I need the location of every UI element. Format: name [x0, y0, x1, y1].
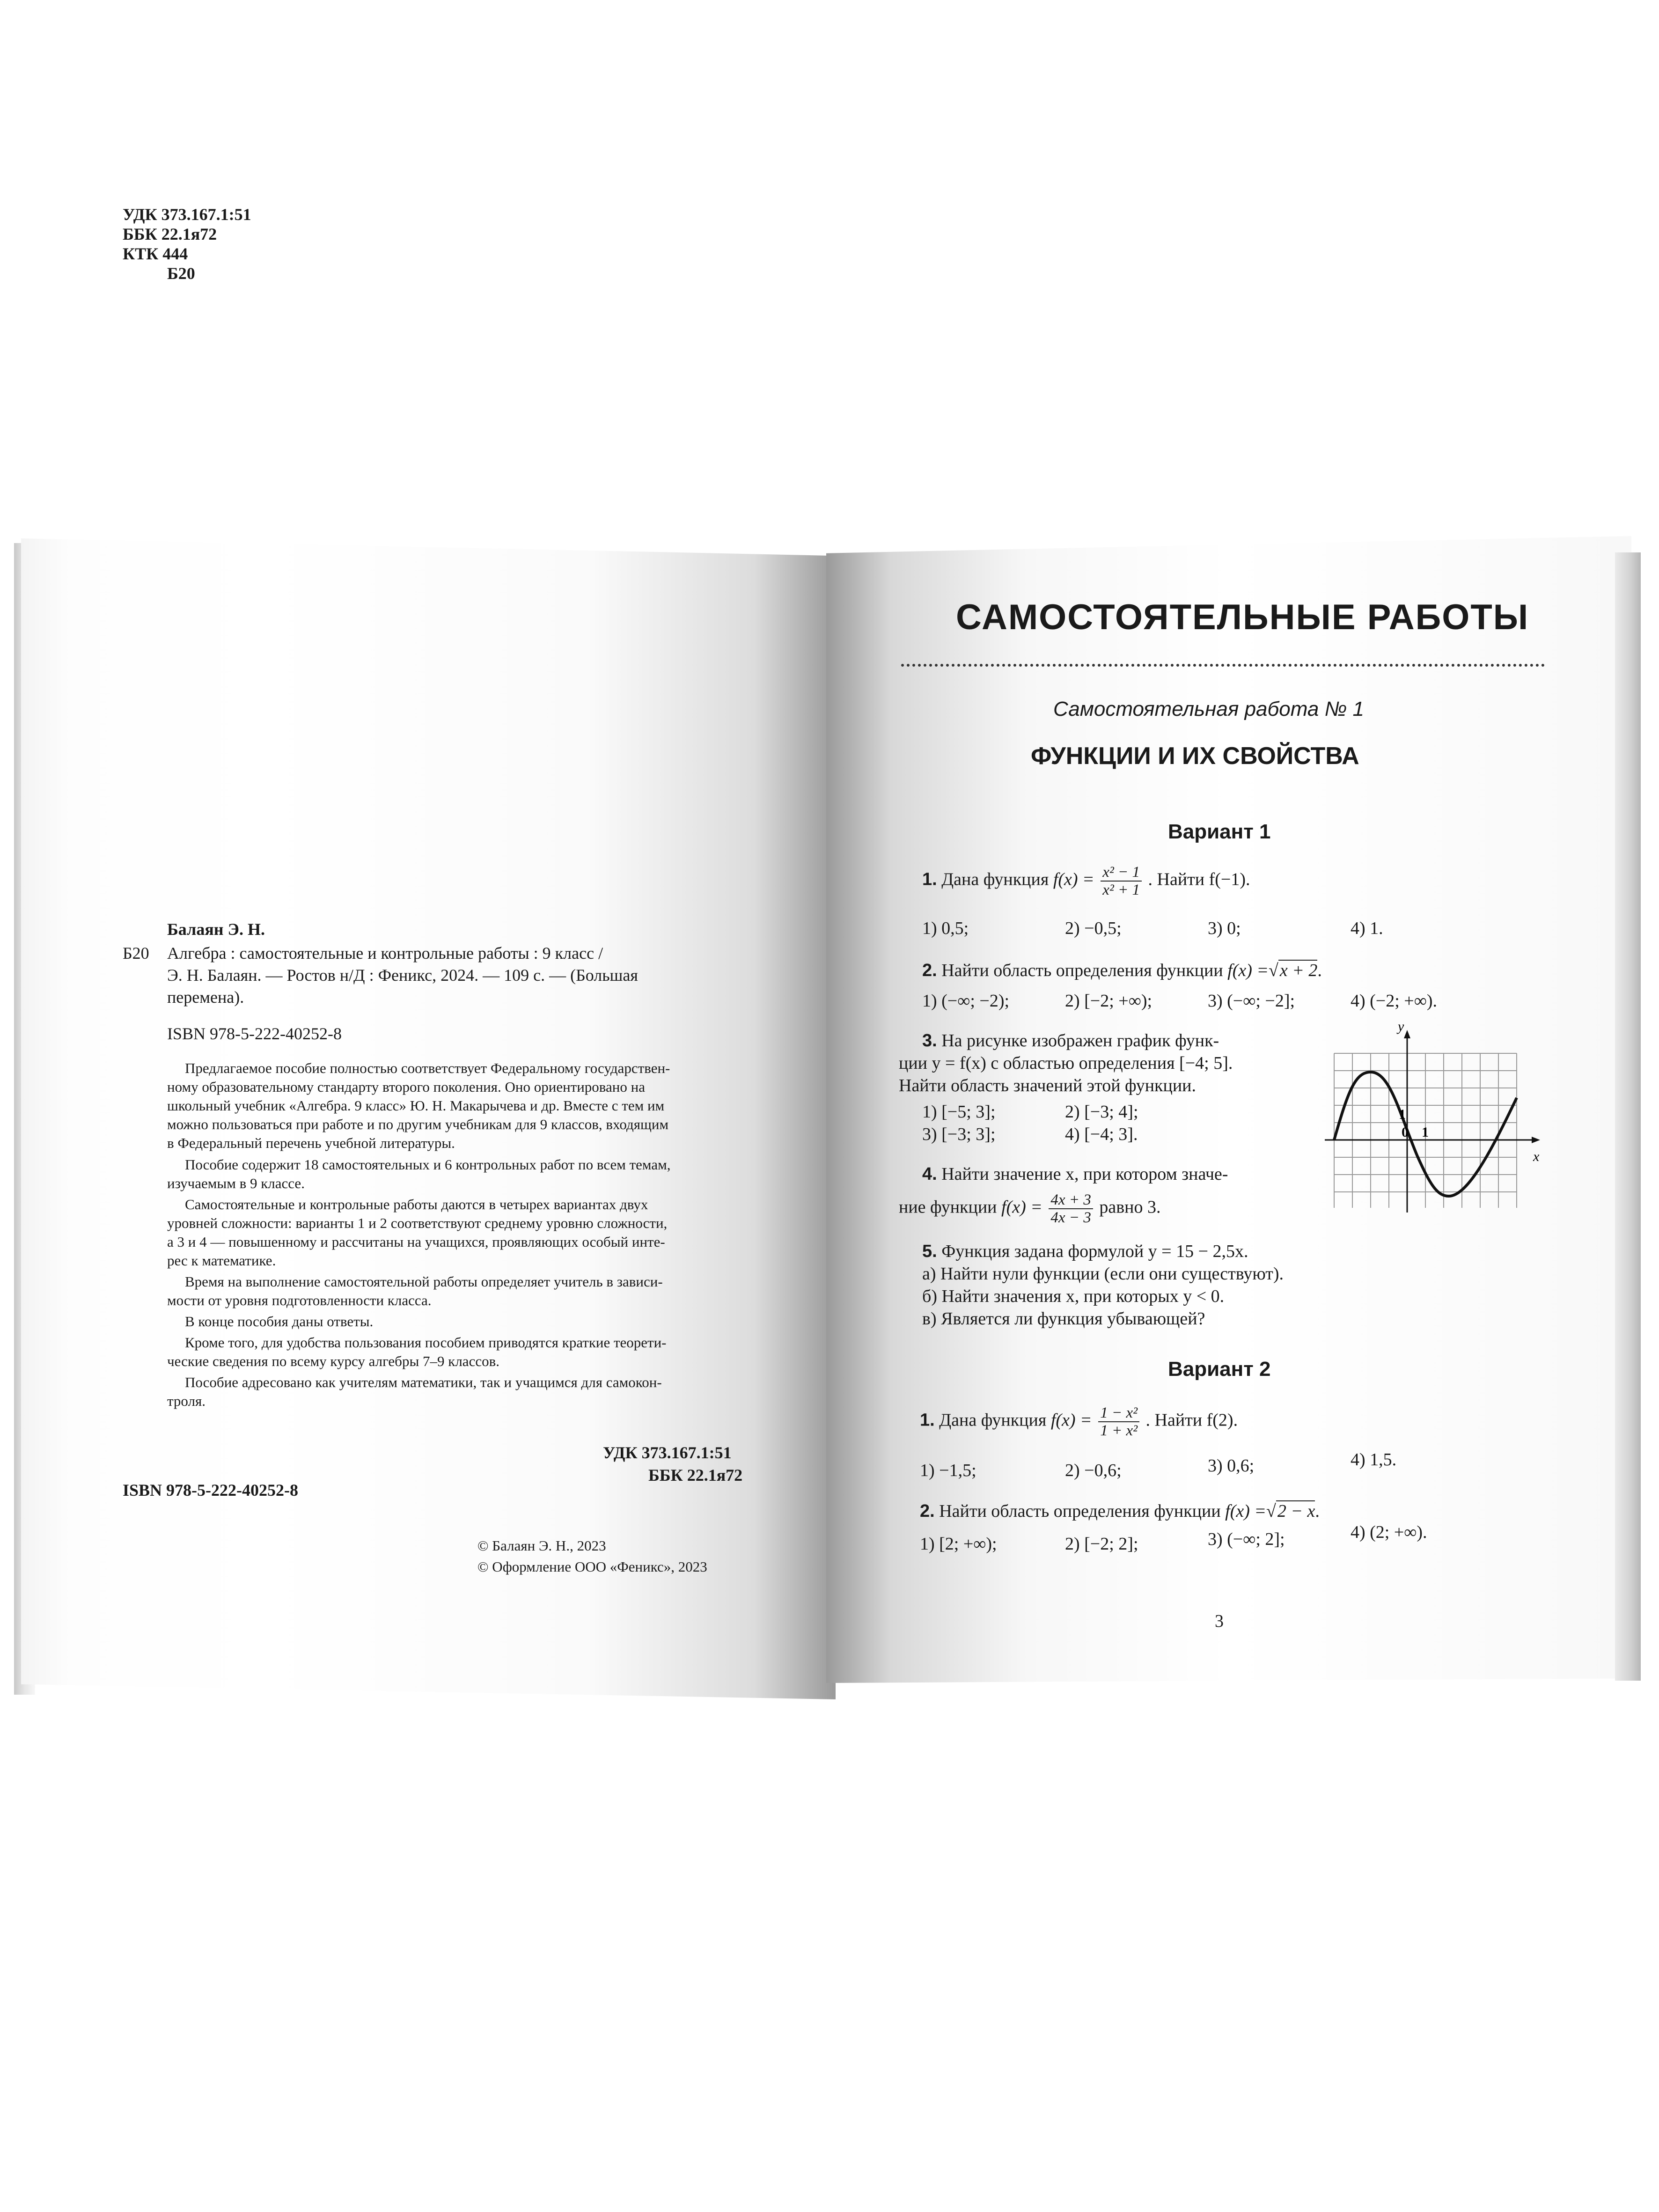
- y-unit-label: 1: [1399, 1107, 1406, 1122]
- answer-option: 4) (2; +∞).: [1351, 1522, 1427, 1542]
- y-axis-arrow: [1404, 1030, 1410, 1038]
- bbk-code: ББК 22.1я72: [123, 225, 217, 243]
- annotation-line: Предлагаемое пособие полностью соответствует Федеральному государствен-: [185, 1060, 670, 1076]
- x-unit-label: 1: [1422, 1124, 1429, 1140]
- question-line: Найти область значений этой функции.: [899, 1076, 1197, 1095]
- x-axis-arrow: [1532, 1137, 1540, 1143]
- annotation-line: Пособие адресовано как учителям математики, так и учащимся для самокон-: [185, 1374, 662, 1390]
- y-axis-label: y: [1398, 1021, 1404, 1034]
- right-page-edge: [1615, 552, 1641, 1681]
- x-axis-label: x: [1533, 1149, 1540, 1164]
- answer-option: 3) (−∞; −2];: [1208, 991, 1295, 1011]
- answer-option: 4) [−4; 3].: [1065, 1124, 1138, 1144]
- author-sign: Б20: [167, 264, 195, 283]
- answer-option: 4) (−2; +∞).: [1351, 991, 1437, 1011]
- answer-option: 4) 1,5.: [1351, 1450, 1397, 1470]
- annotation-line: школьный учебник «Алгебра. 9 класс» Ю. Н. Макарычева и др. Вместе с тем им: [167, 1097, 665, 1114]
- annotation-line: Время на выполнение самостоятельной работы определяет учитель в зависи-: [185, 1273, 663, 1290]
- question-line: ции y = f(x) с областью определения [−4; 5].: [899, 1053, 1233, 1073]
- annotation-line: а 3 и 4 — повышенному и рассчитаны на учащихся, проявляющих особый инте-: [167, 1234, 665, 1250]
- ktk-code: КТК 444: [123, 244, 188, 263]
- question-line: ние функции f(x) = $\frac{4x + 3}{4x - 3}$ равно 3.: [899, 1191, 1161, 1226]
- sub-question: б) Найти значения x, при которых y < 0.: [922, 1286, 1225, 1306]
- biblio-line: Э. Н. Балаян. — Ростов н/Д : Феникс, 2024. — 109 с. — (Большая: [167, 966, 638, 985]
- answer-option: 3) [−3; 3];: [922, 1124, 996, 1144]
- answer-option: 2) [−2; +∞);: [1065, 991, 1152, 1011]
- annotation-line: ному образовательному стандарту второго поколения. Оно ориентировано на: [167, 1079, 645, 1095]
- side-code: Б20: [123, 944, 149, 963]
- udk-code: УДК 373.167.1:51: [123, 205, 251, 224]
- topic-heading: ФУНКЦИИ И ИХ СВОЙСТВА: [1031, 742, 1359, 770]
- function-graph: [1320, 1021, 1545, 1217]
- title-divider: [901, 664, 1545, 667]
- variant-2-heading: Вариант 2: [1168, 1358, 1271, 1381]
- annotation-line: троля.: [167, 1393, 206, 1409]
- biblio-line: Алгебра : самостоятельные и контрольные работы : 9 класс /: [167, 944, 603, 963]
- annotation-line: изучаемым в 9 классе.: [167, 1175, 305, 1191]
- answer-option: 1) [2; +∞);: [920, 1534, 997, 1554]
- answer-option: 1) −1,5;: [920, 1461, 976, 1480]
- answer-option: 3) 0;: [1208, 919, 1241, 938]
- v1-question-2: 2. Найти область определения функции f(x) =√x + 2.: [922, 961, 1322, 980]
- annotation-line: Самостоятельные и контрольные работы даются в четырех вариантах двух: [185, 1196, 648, 1213]
- work-label: Самостоятельная работа № 1: [1053, 698, 1364, 720]
- annotation-line: в Федеральный перечень учебной литературы.: [167, 1135, 455, 1151]
- bottom-bbk: ББК 22.1я72: [648, 1466, 743, 1484]
- answer-option: 1) [−5; 3];: [922, 1102, 996, 1122]
- isbn-line: ISBN 978-5-222-40252-8: [167, 1024, 342, 1043]
- answer-option: 1) (−∞; −2);: [922, 991, 1010, 1011]
- sub-question: а) Найти нули функции (если они существуют).: [922, 1264, 1284, 1284]
- answer-option: 2) [−2; 2];: [1065, 1534, 1138, 1554]
- annotation-line: В конце пособия даны ответы.: [185, 1313, 374, 1330]
- author-name: Балаян Э. Н.: [167, 920, 265, 939]
- page-number: 3: [1215, 1611, 1224, 1631]
- variant-1-heading: Вариант 1: [1168, 820, 1271, 843]
- bottom-udk: УДК 373.167.1:51: [603, 1443, 732, 1462]
- annotation-line: Кроме того, для удобства пользования пособием приводятся краткие теорети-: [185, 1334, 667, 1351]
- answer-option: 2) [−3; 4];: [1065, 1102, 1138, 1122]
- copyright-line: © Оформление ООО «Феникс», 2023: [477, 1558, 707, 1575]
- page-title: САМОСТОЯТЕЛЬНЫЕ РАБОТЫ: [956, 597, 1529, 637]
- annotation-line: ческие сведения по всему курсу алгебры 7–9 классов.: [167, 1353, 499, 1369]
- v1-question-4: 4. Найти значение x, при котором значе-: [922, 1164, 1228, 1184]
- copyright-line: © Балаян Э. Н., 2023: [477, 1537, 606, 1554]
- origin-label: 0: [1402, 1124, 1409, 1140]
- answer-option: 1) 0,5;: [922, 919, 969, 938]
- v1-question-1: 1. Дана функция f(x) = $\frac{\text{x² − 1}}{\text{x² + 1}}$ . Найти f(−1).: [922, 864, 1250, 898]
- annotation-line: Пособие содержит 18 самостоятельных и 6 контрольных работ по всем темам,: [185, 1156, 671, 1173]
- v1-question-3: 3. На рисунке изображен график функ-: [922, 1031, 1219, 1051]
- annotation-line: уровней сложности: варианты 1 и 2 соответствуют среднему уровню сложности,: [167, 1215, 668, 1231]
- answer-option: 4) 1.: [1351, 919, 1383, 938]
- answer-option: 2) −0,6;: [1065, 1461, 1122, 1480]
- sub-question: в) Является ли функция убывающей?: [922, 1309, 1205, 1329]
- v1-question-5: 5. Функция задана формулой y = 15 − 2,5x.: [922, 1242, 1248, 1261]
- annotation-line: мости от уровня подготовленности класса.: [167, 1292, 432, 1308]
- answer-option: 3) (−∞; 2];: [1208, 1529, 1285, 1549]
- bottom-isbn: ISBN 978-5-222-40252-8: [123, 1481, 298, 1499]
- biblio-line: перемена).: [167, 988, 244, 1007]
- answer-option: 3) 0,6;: [1208, 1456, 1255, 1476]
- answer-option: 2) −0,5;: [1065, 919, 1122, 938]
- v2-question-1: 1. Дана функция f(x) = $\frac{\text{1 − x²}}{\text{1 + x²}}$ . Найти f(2).: [920, 1404, 1238, 1439]
- v2-question-2: 2. Найти область определения функции f(x) =√2 − x.: [920, 1501, 1320, 1521]
- annotation-line: можно пользоваться при работе и по другим учебникам для 9 классов, входящим: [167, 1116, 669, 1132]
- annotation-line: рес к математике.: [167, 1252, 276, 1269]
